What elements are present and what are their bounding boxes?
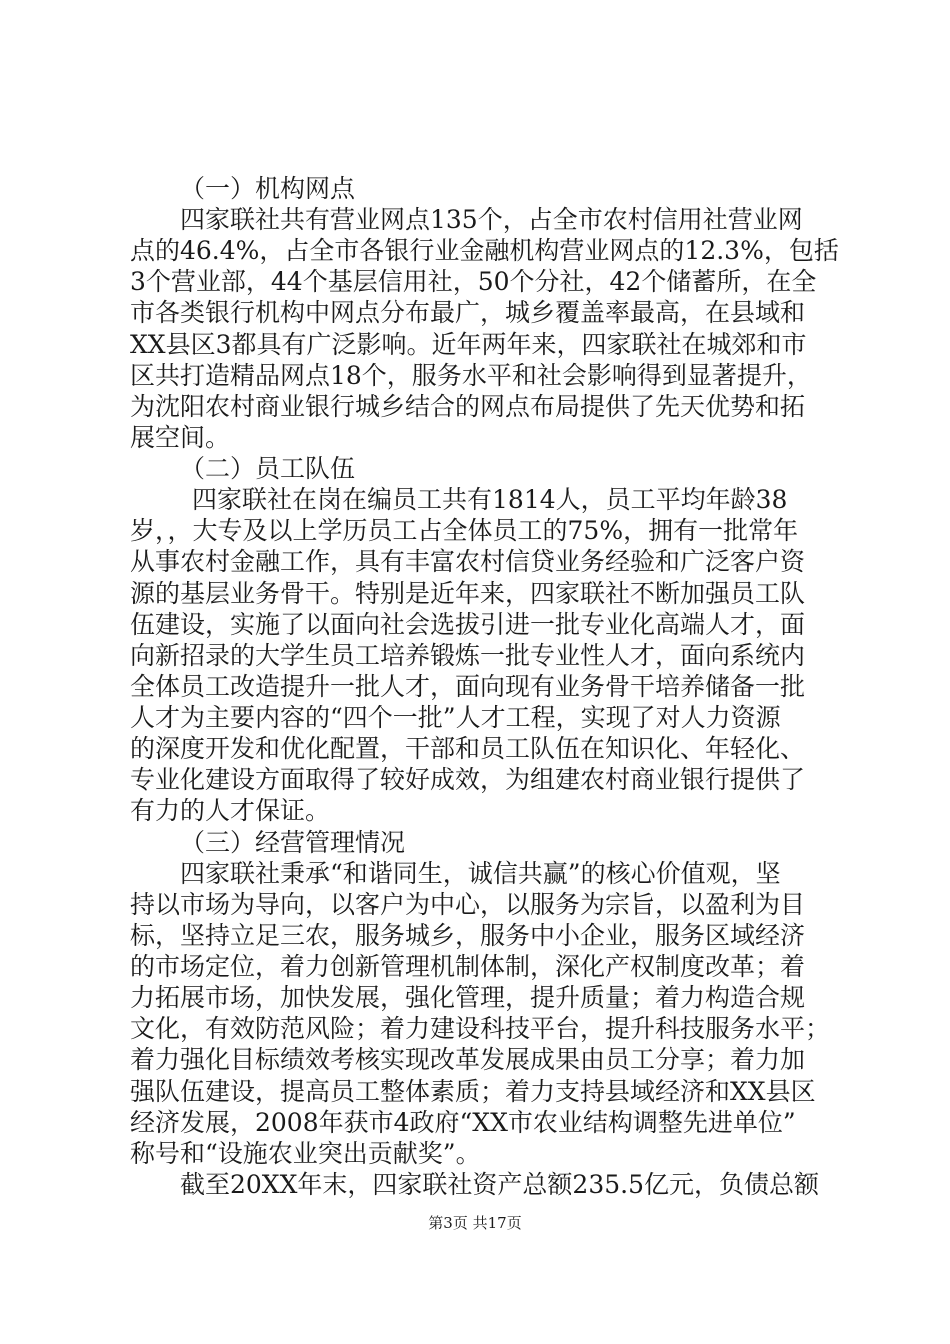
paragraph-line: 持以市场为导向，以客户为中心，以服务为宗旨，以盈利为目 — [130, 890, 806, 919]
paragraph-line: 岁，，大专及以上学历员工占全体员工的75%，拥有一批常年 — [130, 516, 799, 545]
paragraph-line: 有力的人才保证。 — [130, 796, 331, 825]
paragraph-line: 截至20XX年末，四家联社资产总额235.5亿元，负债总额 — [180, 1170, 819, 1199]
paragraph-line: 全体员工改造提升一批人才，面向现有业务骨干培养储备一批 — [130, 672, 806, 701]
paragraph-line: 称号和“设施农业突出贡献奖”。 — [130, 1139, 481, 1168]
paragraph-line: 力拓展市场，加快发展，强化管理，提升质量；着力构造合规 — [130, 983, 806, 1012]
paragraph-line: 点的46.4%，占全市各银行业金融机构营业网点的12.3%，包括 — [130, 236, 839, 265]
paragraph-line: 的市场定位，着力创新管理机制体制，深化产权制度改革；着 — [130, 952, 806, 981]
heading-institution-outlets: （一）机构网点 — [180, 174, 356, 203]
paragraph-line: 展空间。 — [130, 423, 231, 452]
paragraph-line: 源的基层业务骨干。特别是近年来，四家联社不断加强员工队 — [130, 579, 806, 608]
heading-operations: （三）经营管理情况 — [180, 828, 406, 857]
paragraph-line: 伍建设，实施了以面向社会选拔引进一批专业化高端人才，面 — [130, 610, 806, 639]
paragraph-line: 四家联社共有营业网点135个，占全市农村信用社营业网 — [180, 205, 803, 234]
paragraph-line: 文化，有效防范风险；着力建设科技平台，提升科技服务水平； — [130, 1014, 831, 1043]
paragraph-line: 经济发展，2008年获市4政府“XX市农业结构调整先进单位” — [130, 1108, 796, 1137]
paragraph-line: 为沈阳农村商业银行城乡结合的网点布局提供了先天优势和拓 — [130, 392, 806, 421]
paragraph-line: 强队伍建设，提高员工整体素质；着力支持县域经济和XX县区 — [130, 1077, 816, 1106]
paragraph-line: XX县区3都具有广泛影响。近年两年来，四家联社在城郊和市 — [130, 330, 807, 359]
paragraph-line: 向新招录的大学生员工培养锻炼一批专业性人才，面向系统内 — [130, 641, 806, 670]
paragraph-line: 市各类银行机构中网点分布最广，城乡覆盖率最高，在县域和 — [130, 298, 806, 327]
paragraph-line: 着力强化目标绩效考核实现改革发展成果由员工分享；着力加 — [130, 1045, 806, 1074]
paragraph-line: 从事农村金融工作，具有丰富农村信贷业务经验和广泛客户资 — [130, 547, 806, 576]
paragraph-line: 人才为主要内容的“四个一批”人才工程，实现了对人力资源 — [130, 703, 781, 732]
paragraph-line: 四家联社在岗在编员工共有1814人，员工平均年龄38 — [192, 485, 788, 514]
paragraph-line: 四家联社秉承“和谐同生，诚信共赢”的核心价值观，坚 — [180, 859, 781, 888]
paragraph-line: 的深度开发和优化配置，干部和员工队伍在知识化、年轻化、 — [130, 734, 806, 763]
page-number-footer: 第3页 共17页 — [428, 1214, 522, 1232]
paragraph-line: 区共打造精品网点18个，服务水平和社会影响得到显著提升， — [130, 361, 812, 390]
heading-staff: （二）员工队伍 — [180, 454, 356, 483]
paragraph-line: 标，坚持立足三农，服务城乡，服务中小企业，服务区域经济 — [130, 921, 806, 950]
paragraph-line: 3个营业部，44个基层信用社，50个分社，42个储蓄所，在全 — [130, 267, 817, 296]
paragraph-line: 专业化建设方面取得了较好成效，为组建农村商业银行提供了 — [130, 765, 806, 794]
